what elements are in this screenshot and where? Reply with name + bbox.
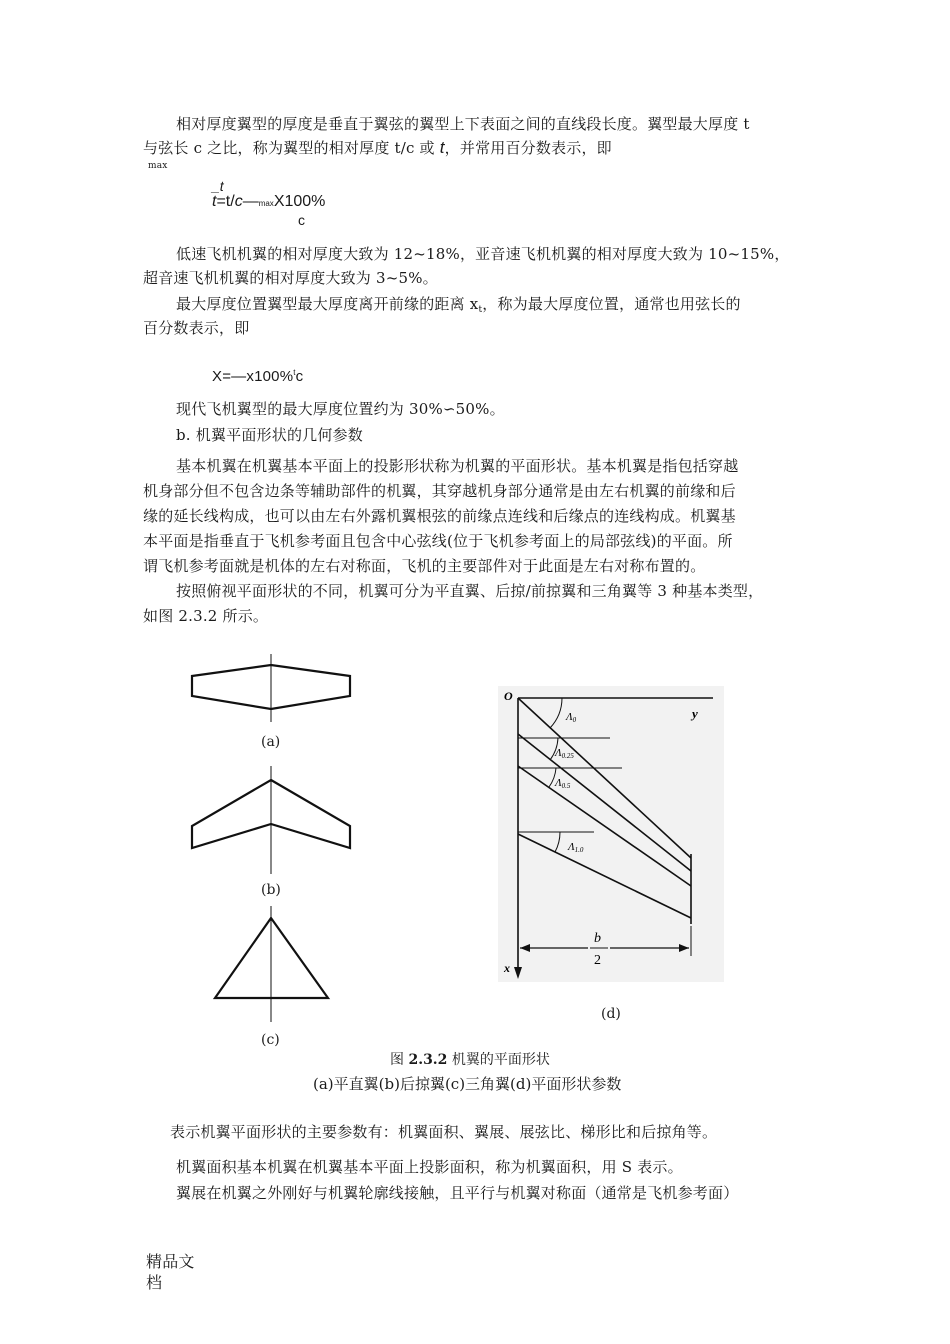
figure-subcaption: (a)平直翼(b)后掠翼(c)三角翼(d)平面形状参数: [313, 1075, 622, 1093]
figure-d-lambda-10-label: Λ1.0: [568, 841, 584, 854]
figure-d-lambda-025-label: Λ0.25: [555, 747, 574, 760]
figure-a-straight-wing: [185, 652, 355, 724]
figure-d-label: (d): [601, 1006, 621, 1022]
paragraph-modern-airfoil: 现代飞机翼型的最大厚度位置约为 30%∽50%。: [176, 400, 505, 418]
formula1-numerator: _t: [212, 178, 224, 194]
figure-d-fraction-numerator: b: [594, 931, 601, 946]
paragraph-wing-types-line2: 如图 2.3.2 所示。: [143, 607, 269, 625]
figure-caption: 图 2.3.2 机翼的平面形状: [390, 1052, 550, 1068]
paragraph-wingspan: 翼展在机翼之外刚好与机翼轮廓线接触，且平行与机翼对称面（通常是飞机参考面）: [176, 1184, 739, 1202]
paragraph-max-thickness-position-line1: 最大厚度位置翼型最大厚度离开前缘的距离 $x_t$，称为最大厚度位置，通常也用弦长的: [176, 295, 741, 315]
paragraph-max-thickness-position-line2: 百分数表示，即: [143, 319, 250, 337]
paragraph-planform-line5: 谓飞机参考面就是机体的左右对称面，飞机的主要部件对于此面是左右对称布置的。: [143, 557, 706, 575]
paragraph-wing-types-line1: 按照俯视平面形状的不同，机翼可分为平直翼、后掠/前掠翼和三角翼等 3 种基本类型，: [176, 582, 764, 600]
figure-d-origin-label: O: [504, 689, 513, 703]
figure-b-swept-wing: [185, 766, 355, 876]
figure-c-label: (c): [261, 1032, 280, 1048]
footer-watermark-line1: 精品文: [146, 1252, 195, 1271]
paragraph-relative-thickness-line1: 相对厚度翼型的厚度是垂直于翼弦的翼型上下表面之间的直线段长度。翼型最大厚度 t: [176, 115, 750, 133]
figure-d-lambda-0-label: Λ0: [566, 711, 577, 724]
figure-d-lambda-05-label: Λ0.5: [555, 777, 571, 790]
subscript-max: max: [148, 161, 168, 171]
formula1-body: t=t/c—maxX100%: [212, 193, 326, 210]
formula1-denominator: c: [298, 212, 305, 228]
paragraph-planform-parameters: 表示机翼平面形状的主要参数有：机翼面积、翼展、展弦比、梯形比和后掠角等。: [170, 1123, 718, 1141]
paragraph-planform-line1: 基本机翼在机翼基本平面上的投影形状称为机翼的平面形状。基本机翼是指包括穿越: [176, 457, 739, 475]
paragraph-planform-line4: 本平面是指垂直于飞机参考面且包含中心弦线(位于飞机参考面上的局部弦线)的平面。所: [143, 532, 733, 550]
paragraph-wing-area: 机翼面积基本机翼在机翼基本平面上投影面积，称为机翼面积，用 S 表示。: [176, 1158, 683, 1176]
section-heading-b: b. 机翼平面形状的几何参数: [176, 426, 363, 444]
symbol-t-bar: t: [439, 138, 445, 157]
formula-relative-thickness: [212, 178, 392, 230]
figure-d-planform-parameters: [498, 686, 724, 982]
figure-b-label: (b): [261, 882, 281, 898]
paragraph-thickness-ranges-line1: 低速飞机机翼的相对厚度大致为 12~18%，亚音速飞机机翼的相对厚度大致为 10~15%，: [176, 245, 790, 263]
formula-max-thickness-position: X=—x100%$^t$c: [212, 368, 304, 385]
figure-d-x-label: x: [504, 961, 510, 975]
figure-d-background: [498, 686, 724, 982]
figure-a-label: (a): [261, 734, 281, 750]
paragraph-planform-line2: 机身部分但不包含边条等辅助部件的机翼，其穿越机身部分通常是由左右机翼的前缘和后: [143, 482, 736, 500]
paragraph-planform-line3: 缘的延长线构成，也可以由左右外露机翼根弦的前缘点连线和后缘点的连线构成。机翼基: [143, 507, 736, 525]
figure-c-delta-wing: [210, 906, 335, 1024]
paragraph-relative-thickness-line2: 与弦长 c 之比，称为翼型的相对厚度 t/c 或 t，并常用百分数表示，即: [143, 138, 612, 157]
footer-watermark-line2: 档: [146, 1273, 163, 1292]
paragraph-thickness-ranges-line2: 超音速飞机机翼的相对厚度大致为 3~5%。: [143, 269, 438, 287]
figure-d-fraction-denominator: 2: [594, 953, 601, 968]
figure-d-y-label: y: [692, 706, 698, 721]
